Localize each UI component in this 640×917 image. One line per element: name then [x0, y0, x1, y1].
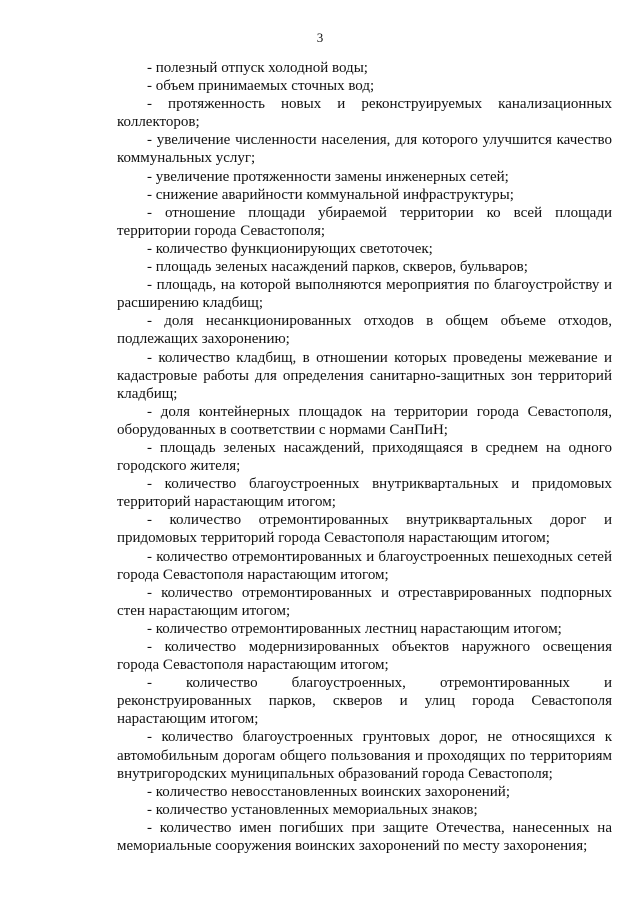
- list-item: - полезный отпуск холодной воды;: [147, 60, 368, 76]
- list-item: - количество благоустроенных, отремонтированных и реконструированных парков, скверов и улиц города Севастополя нарастающим итогом;: [117, 675, 612, 728]
- list-item: - количество функционирующих светоточек;: [147, 240, 433, 257]
- list-item: - увеличение протяженности замены инженерных сетей;: [147, 168, 509, 185]
- list-item: - количество установленных мемориальных знаков;: [147, 801, 478, 818]
- list-item: - количество невосстановленных воинских захоронений;: [147, 783, 510, 800]
- list-item: - количество благоустроенных грунтовых дорог, не относящихся к автомобильным дорогам общего пользования и проходящих по территориям внутригородских муниципальных образований города Севастополя;: [117, 729, 612, 782]
- page-number: 3: [316, 30, 324, 45]
- list-item: - отношение площади убираемой территории ко всей площади территории города Севастополя;: [117, 204, 612, 239]
- list-item: - площадь зеленых насаждений, приходящаяся в среднем на одного городского жителя;: [117, 439, 612, 475]
- indicator-list: [117, 59, 612, 855]
- list-item: - площадь, на которой выполняются мероприятия по благоустройству и расширению кладбищ;: [117, 277, 612, 312]
- list-item: - количество благоустроенных внутриквартальных и придомовых территорий нарастающим итогом;: [117, 476, 612, 511]
- list-item: - снижение аварийности коммунальной инфраструктуры;: [147, 186, 514, 203]
- list-item: - количество имен погибших при защите Отечества, нанесенных на мемориальные сооружения воинских захоронений по месту захоронения;: [117, 819, 612, 855]
- list-item: - объем принимаемых сточных вод;: [147, 78, 375, 95]
- list-item: - протяженность новых и реконструируемых канализационных коллекторов;: [117, 96, 612, 131]
- list-item: - доля несанкционированных отходов в общем объеме отходов, подлежащих захоронению;: [117, 313, 612, 348]
- list-item: - количество отремонтированных и отреставрированных подпорных стен нарастающим итогом;: [117, 584, 612, 619]
- list-item: - количество отремонтированных лестниц нарастающим итогом;: [147, 620, 562, 637]
- list-item: - количество модернизированных объектов наружного освещения города Севастополя нарастающим итогом;: [117, 639, 612, 674]
- list-item: - увеличение численности населения, для которого улучшится качество коммунальных услуг;: [117, 132, 612, 167]
- list-item: - количество отремонтированных и благоустроенных пешеходных сетей города Севастополя нарастающим итогом;: [117, 548, 612, 583]
- list-item: - доля контейнерных площадок на территории города Севастополя, оборудованных в соответствии с нормами СанПиН;: [117, 403, 612, 438]
- list-item: - площадь зеленых насаждений парков, скверов, бульваров;: [147, 259, 528, 276]
- list-item: - количество отремонтированных внутриквартальных дорог и придомовых территорий города Севастополя нарастающим итогом;: [117, 512, 612, 547]
- list-item: - количество кладбищ, в отношении которых проведены межевание и кадастровые работы для определения санитарно-защитных зон территорий кладбищ;: [117, 349, 612, 402]
